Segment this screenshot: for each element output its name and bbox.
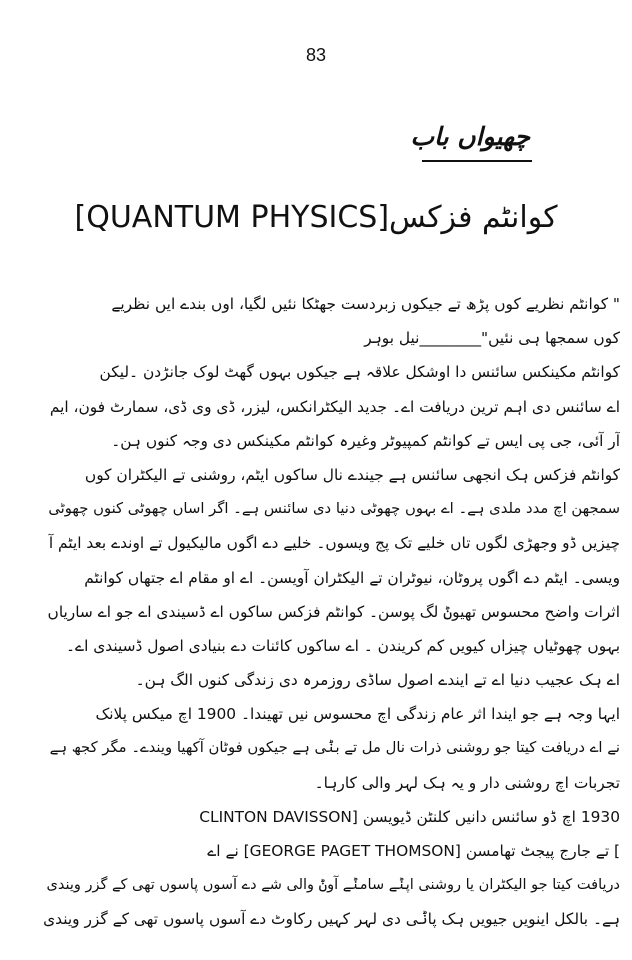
- text-line: اے ہک عجیب دنیا اے تے ایندے اصول ساڈی روزمرہ دی زندگی کنوں الگ ہن۔: [135, 671, 620, 690]
- body-text: [40, 288, 620, 938]
- text-line: ایہا وجہ ہے جو ایندا اثر عام زندگی اچ محسوس نیں تھیندا۔ 1900 اچ میکس پلانک: [95, 705, 620, 724]
- text-line: کوانٹم فزکس ہک انجھی سائنس ہے جیندے نال ساکوں ایٹم، روشنی تے الیکٹران کوں: [84, 465, 620, 484]
- text-line: کوانٹم مکینکس سائنس دا اوشکل علاقہ ہے جیکوں بہوں گھٹ لوک جانڑدن ۔لیکن: [99, 363, 620, 382]
- text-line: سمجھن اچ مدد ملدی ہے۔ اے بہوں چھوٹی دنیا دی سائنس ہے۔ اگر اساں چھوٹی کنوں چھوٹی: [48, 500, 620, 518]
- chapter-title: کوانٹم فزکس[QUANTUM PHYSICS]: [74, 200, 558, 235]
- text-line: " کوانٹم نظریے کوں پڑھ تے جیکوں زبردست جھٹکا نئیں لگیا، اوں بندے ایں نظریے: [111, 295, 620, 313]
- text-line: تجربات اچ روشنی دار و یہ ہک لہر والی کارہا۔: [314, 773, 620, 792]
- text-line: بہوں چھوٹیاں چیزاں کیویں کم کریندن ۔ اے ساکوں کائنات دے بنیادی اصول ڈسیندی اے۔: [66, 636, 620, 655]
- text-line: آر آئی، جی پی ایس تے کوانٹم کمپیوٹر وغیرہ کوانٹم مکینکس دی وجہ کنوں ہن۔: [111, 431, 620, 450]
- text-line: چیزیں ڈو وجھڑی لگوں تاں خلیے تک پج ویسوں۔ خلیے دے اگوں مالیکیول تے اوندے بعد ایٹم آ: [48, 534, 620, 553]
- text-line: نے اے دریافت کیتا جو روشنی ذرات نال مل تے بݨی ہے جیکوں فوٹان آکھیا ویندے۔ مگر کجھ ہے: [49, 739, 620, 757]
- text-line: اثرات واضح محسوس تھیوݨ لگ پوسن۔ کوانٹم فزکس ساکوں اے ڈسیندی اے جو اے ساریاں: [47, 602, 620, 621]
- text-line: ] تے جارج پیجٹ تھامسن [GEORGE PAGET THOMSON] نے اے: [207, 842, 620, 860]
- text-line: دریافت کیتا جو الیکٹران یا روشنی اپݨے سامݨے آوݨ والی شے دے آسوں پاسوں تھی کے گزر ویندی: [46, 877, 620, 894]
- page-number: 83: [305, 45, 327, 65]
- text-line: کوں سمجھا ہی نئیں"________نیل بوہر: [364, 329, 620, 348]
- text-line: اے سائنس دی اہم ترین دریافت اے۔ جدید الیکٹرانکس، لیزر، ڈی وی ڈی، سمارٹ فون، ایم: [49, 397, 620, 416]
- text-line: ویسی۔ ایٹم دے اگوں پروٹان، نیوٹران تے الیکٹران آویسن۔ اے او مقام اے جتھاں کوانٹم: [84, 568, 620, 587]
- text-line: 1930 اچ ڈو سائنس دانیں کلنٹن ڈیویسن [CLINTON DAVISSON: [199, 807, 620, 826]
- chapter-heading-underline: [422, 160, 532, 162]
- text-line: ہے۔ بالکل اینویں جیویں ہک پاݨی دی لہر کہیں رکاوٹ دے آسوں پاسوں تھی کے گزر ویندی: [43, 910, 620, 929]
- chapter-heading: چھیواں باب: [410, 122, 530, 151]
